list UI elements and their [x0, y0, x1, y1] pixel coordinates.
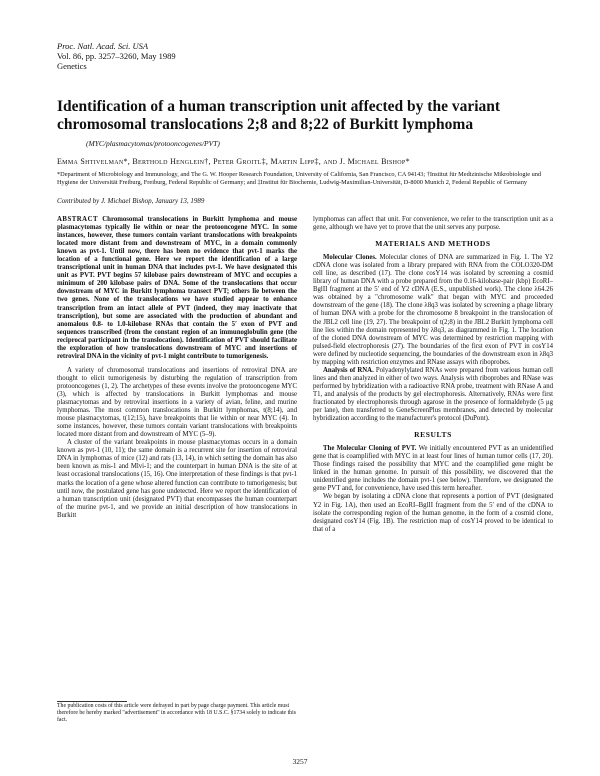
methods-paragraph-rna — [313, 367, 553, 423]
abstract — [57, 216, 297, 361]
results-paragraph-1 — [313, 445, 553, 493]
journal-volume: Vol. 86, pp. 3257–3260, May 1989 — [57, 51, 176, 61]
methods-paragraph-clones — [313, 254, 553, 367]
methods-clones-text: Molecular clones of DNA are summarized in Fig. 1. The Y2 cDNA clone was isolated from a library prepared with RNA from the COLO320-DM cell line, as described (17). The clone cosY14 was isolated by screening a cosmid library of human DNA with a probe prepared from the 0.16-kilobase-pair (kbp) EcoRI–BglII fragment at the 5′ end of Y2 cDNA (E.S., unpublished work). The clone λ64.26 was obtained by a "chromosome walk" that began with MYC and proceeded downstream of the gene (18). The clone λ8q3 was isolated by screening a phage library of human DNA with a probe for the chromosome 8 breakpoint in the translocation of the JBL2 cell line (19, 27). The breakpoint of t(2;8) in the JBL2 Burkitt lymphoma cell line lies within the domain represented by λ8q3, as diagrammed in Fig. 1. The location of the cloned DNA downstream of MYC was determined by restriction mapping with pulsed-field electrophoresis (27). The boundaries of the first exon of PVT in cosY14 were defined by nucleotide sequencing, the boundaries of the downstream exon in λ8q3 by mapping with restriction enzymes and RNase assays with riboprobes. — [313, 254, 554, 366]
results-cloning-head: The Molecular Cloning of PVT. — [323, 445, 417, 453]
journal-name: Proc. Natl. Acad. Sci. USA — [57, 41, 149, 51]
abstract-label: ABSTRACT — [57, 216, 99, 223]
keywords: (MYC/plasmacytomas/protooncogenes/PVT) — [86, 139, 220, 148]
left-column — [57, 216, 297, 520]
author-list: Emma Shtivelman*, Berthold Henglein†, Peter Groitl‡, Martin Lipp‡, and J. Michael Bishop* — [57, 157, 410, 166]
page-number: 3257 — [292, 757, 308, 766]
publication-footnote: The publication costs of this article were defrayed in part by page charge payment. This article must therefore be hereby marked "advertisement" in accordance with 18 U.S.C. §1734 solely to indicate this fact. — [57, 703, 296, 723]
journal-section: Genetics — [57, 61, 87, 71]
results-heading: RESULTS — [414, 430, 452, 440]
right-column — [313, 216, 553, 534]
results-paragraph-2: We began by isolating a cDNA clone that represents a portion of PVT (designated Y2 in Fig. 1A), then used an EcoRI–BglII fragment from the 5′ end of the cDNA to isolate the corresponding region of the human genome, in the form of a cosmid clone, designated cosY14 (Fig. 1B). The restriction map of cosY14 proved to be identical to that of a — [313, 493, 553, 533]
intro-paragraph-2: A cluster of the variant breakpoints in mouse plasmacytomas occurs in a domain known as pvt-1 (10, 11); the same domain is a recurrent site for insertion of retroviral DNA in lymphomas of mice (12) and rats (13, 14), in which setting the domain has also been known as mis-1 and Mlvi-1; and the counterpart in human DNA is the site of at least occasional translocations (15, 16). One interpretation of these findings is that pvt-1 marks the location of a gene whose altered function can contribute to tumorigenesis; but until now, the postulated gene has gone undetected. Here we report the identification of a human transcription unit (designated PVT) that encompasses the human counterpart of the murine pvt-1, and we provide an initial description of how translocations in Burkitt — [57, 439, 297, 519]
article-title: Identification of a human transcription unit affected by the variant chromosomal translocations 2;8 and 8;22 of Burkitt lymphoma — [57, 98, 501, 133]
methods-rna-text: Polyadenylylated RNAs were prepared from various human cell lines and then analyzed in either of two ways. Analysis with riboprobes and RNase was performed by hybridization with a radioactive RNA probe, treatment with RNase A and T1, and analysis of the products by gel electrophoresis. Alternatively, RNAs were first fractionated by electrophoresis through agarose in the presence of formaldehyde (5 μg per lane), then transferred to GeneScreenPlus membranes, and detected by molecular hybridization according to the manufacturer's protocol (DuPont). — [313, 366, 554, 423]
footnote-rule — [57, 701, 127, 702]
methods-rna-head: Analysis of RNA. — [323, 366, 374, 374]
contributed-by: Contributed by J. Michael Bishop, January 13, 1989 — [57, 197, 205, 205]
journal-citation — [57, 41, 176, 71]
results-cloning-text: We initially encountered PVT as an unidentified gene that is coamplified with MYC in at least four lines of human tumor cells (17, 20). Those findings raised the possibility that MYC and the coamplified gene might be linked in the human genome. In pursuit of this possibility, we discovered that the unidentified gene includes the domain pvt-1 (see below). Therefore, we designated the gene PVT and, for convenience, have used this term hereafter. — [313, 445, 553, 493]
methods-clones-head: Molecular Clones. — [323, 254, 377, 262]
intro-paragraph-1: A variety of chromosomal translocations and insertions of retroviral DNA are thought to elicit tumorigenesis by disturbing the regulation of transcription from protooncogenes (1, 2). The archetypes of these events involve the protooncogene MYC (3), which is affected by translocations in Burkitt lymphomas and mouse plasmacytomas and by retroviral insertions in a variety of avian, feline, and murine lymphomas. The most common translocations in Burkitt lymphomas, t(8;14), and mouse plasmacytomas, t(12;15), have breakpoints that lie within or near MYC (4). In some instances, however, these tumors contain variant translocations with breakpoints located more distant from and downstream of MYC (5–9). — [57, 366, 297, 439]
intro-continuation: lymphomas can affect that unit. For convenience, we refer to the transcription unit as a gene, although we have yet to prove that the unit serves any purpose. — [313, 216, 553, 232]
affiliations: *Department of Microbiology and Immunology, and The G. W. Hooper Research Foundation, University of California, San Francisco, CA 94143; †Institut für Medizinische Mikrobiologie und Hygiene der Universität Freiburg, Freiburg, Federal Republic of Germany; and ‡Institut für Biochemie, Ludwig-Maximilian-Universität, D-8000 Munich 2, Federal Republic of Germany — [57, 171, 542, 186]
abstract-text: Chromosomal translocations in Burkitt lymphoma and mouse plasmacytomas typically lie within or near the protooncogene MYC. In some instances, however, these tumors contain variant translocations with breakpoints located more distant from and downstream of MYC, in a domain commonly known as pvt-1. Until now, there has been no evidence that pvt-1 marks the location of a functional gene. Here we report the identification of a large transcriptional unit in human DNA that includes pvt-1. We have designated this unit as PVT. PVT begins 57 kilobase pairs downstream of MYC and occupies a minimum of 200 kilobase pairs of DNA. Some of the translocations that occur downstream of MYC in Burkitt lymphoma transect PVT; others lie between the two genes. None of the translocations we have studied appear to enhance transcription from an intact allele of PVT (indeed, they may inactivate that transcription), but some are associated with the production of abundant and anomalous 0.8- to 1.0-kilobase RNAs that contain the 5′ exon of PVT and sequences transcribed (from the constant region of an immunoglobulin gene (the reciprocal participant in the translocation). Identification of PVT should facilitate the exploration of how translocations downstream of MYC and insertions of retroviral DNA in the vicinity of pvt-1 might contribute to tumorigenesis. — [57, 216, 298, 360]
methods-heading: MATERIALS AND METHODS — [375, 239, 491, 249]
